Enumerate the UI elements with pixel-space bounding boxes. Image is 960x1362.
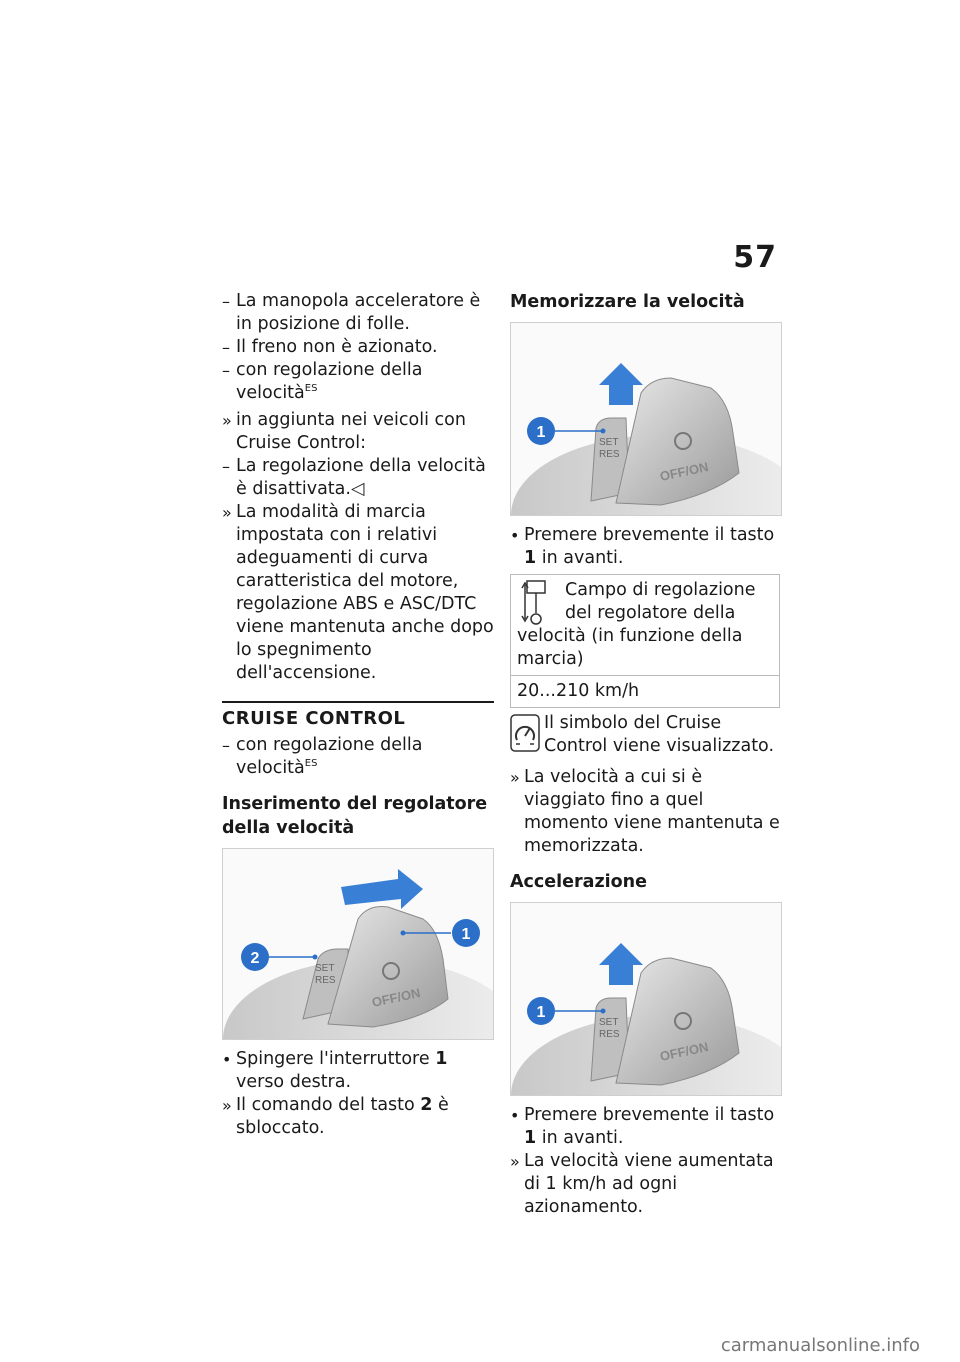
spec-title-cell: [511, 575, 780, 676]
list-item: – con regolazione della velocità$^{ES}$: [222, 735, 423, 778]
right-column: [510, 290, 782, 1219]
res-label: RES: [315, 975, 336, 986]
section-title: CRUISE CONTROL: [222, 701, 494, 730]
equipment-code: ES: [304, 383, 318, 395]
switch-illustration: [511, 903, 781, 1095]
spec-title: Campo di regolazione del regolatore della velocità (in funzione della marcia): [517, 580, 756, 669]
heading-memorize: Memorizzare la velocità: [510, 292, 745, 312]
equipment-code: ES: [304, 758, 318, 770]
offon-label: OFF/ON: [658, 1039, 710, 1064]
subheading: Inserimento del regolatore della velocità: [222, 794, 488, 838]
list-item: » in aggiunta nei veicoli con Cruise Control:: [222, 410, 466, 453]
list-item: • Premere brevemente il tasto 1 in avanti.: [510, 525, 775, 568]
callout-1-label: 1: [461, 926, 471, 943]
res-label: RES: [599, 1029, 620, 1040]
list-item: • Spingere l'interruttore 1 verso destra.: [222, 1049, 448, 1092]
switch-illustration: [511, 323, 781, 515]
watermark: carmanualsonline.info: [720, 1335, 920, 1356]
heading-acceleration: Accelerazione: [510, 872, 648, 892]
callout-2-label: 2: [250, 950, 260, 967]
list-item: • Premere brevemente il tasto 1 in avanti.: [510, 1105, 775, 1148]
page-number: 57: [733, 240, 777, 275]
list-item: – Il freno non è azionato.: [222, 337, 438, 357]
speed-range-icon: [517, 579, 557, 625]
list-item: – La regolazione della velocità è disattivata.◁: [222, 456, 486, 499]
list-item: » La velocità a cui si è viaggiato fino a quel momento viene mantenuta e memorizzata.: [510, 767, 780, 856]
figure-switch-forward: [510, 902, 782, 1096]
list-item: – con regolazione della velocità$^{ES}$: [222, 360, 423, 403]
left-column: [222, 290, 494, 1140]
list-item: » Il comando del tasto 2 è sbloccato.: [222, 1095, 449, 1138]
symbol-note: Il simbolo del Cruise Control viene visualizzato.: [510, 712, 782, 758]
figure-switch-right: [222, 848, 494, 1040]
offon-label: OFF/ON: [658, 459, 710, 484]
spec-value: 20...210 km/h: [511, 676, 780, 708]
list-item: » La velocità viene aumentata di 1 km/h ad ogni azionamento.: [510, 1151, 774, 1217]
spec-table: [510, 574, 780, 708]
callout-1-label: 1: [536, 424, 546, 441]
set-label: SET: [599, 1017, 619, 1028]
figure-switch-forward: [510, 322, 782, 516]
res-label: RES: [599, 449, 620, 460]
set-label: SET: [599, 437, 619, 448]
callout-1-label: 1: [536, 1004, 546, 1021]
cruise-control-icon: [510, 714, 540, 759]
list-item: » La modalità di marcia impostata con i relativi adeguamenti di curva caratteristica del motore, regolazione ABS e ASC/DTC viene mantenuta anche dopo lo spegnimento dell'accensione.: [222, 502, 494, 683]
offon-label: OFF/ON: [370, 985, 422, 1010]
switch-illustration: [223, 849, 493, 1039]
list-item: – La manopola acceleratore è in posizione di folle.: [222, 291, 481, 334]
set-label: SET: [315, 963, 335, 974]
